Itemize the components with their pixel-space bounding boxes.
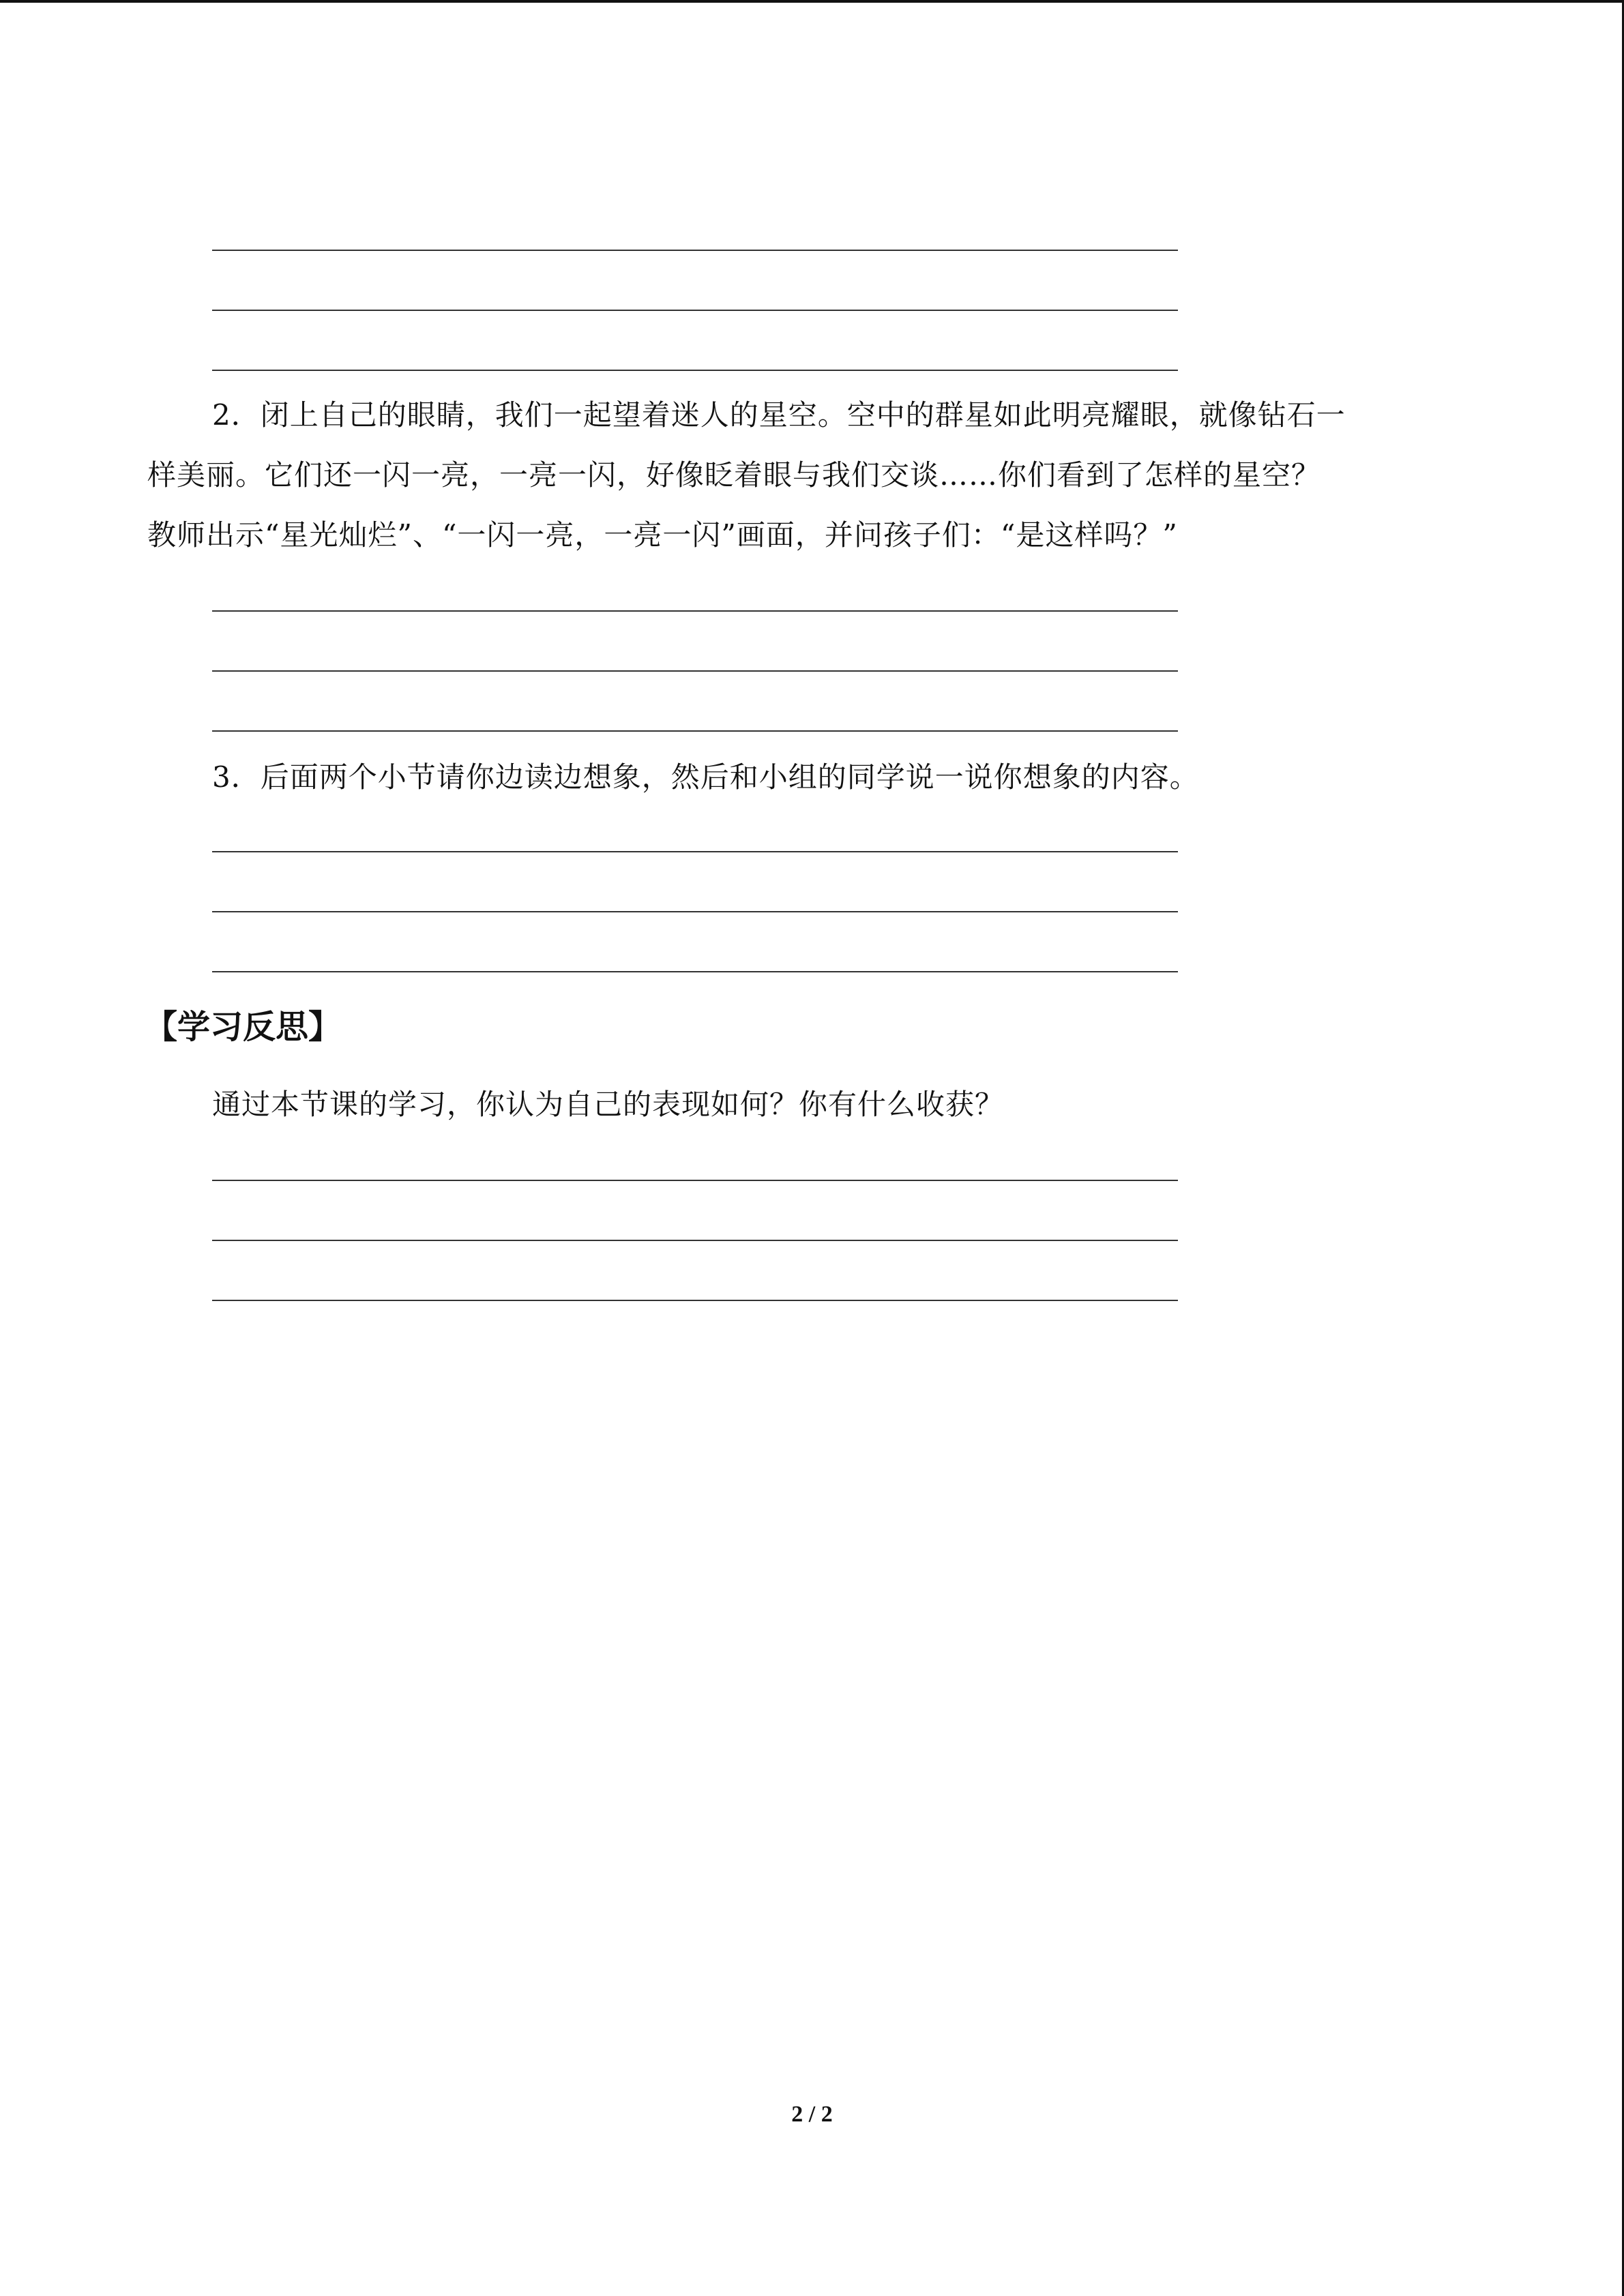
page-top-border <box>0 0 1624 3</box>
answer-line[interactable] <box>212 310 1178 311</box>
answer-line[interactable] <box>212 851 1178 852</box>
answer-line[interactable] <box>212 971 1178 972</box>
question-2-line-3: 教师出示“星光灿烂”、“一闪一亮，一亮一闪”画面，并问孩子们：“是这样吗？” <box>147 518 1178 552</box>
answer-line[interactable] <box>212 370 1178 371</box>
question-3-line-1: 3．后面两个小节请你边读边想象，然后和小组的同学说一说你想象的内容。 <box>212 760 1199 794</box>
question-2-line-1: 2．闭上自己的眼睛，我们一起望着迷人的星空。空中的群星如此明亮耀眼，就像钻石一 <box>212 398 1346 432</box>
page-number: 2 / 2 <box>791 2102 833 2127</box>
answer-line[interactable] <box>212 610 1178 612</box>
reflection-heading: 【学习反思】 <box>145 1008 342 1046</box>
answer-line[interactable] <box>212 730 1178 732</box>
answer-line[interactable] <box>212 1300 1178 1301</box>
question-2-line-2: 样美丽。它们还一闪一亮，一亮一闪，好像眨着眼与我们交谈……你们看到了怎样的星空？ <box>147 458 1321 492</box>
answer-line[interactable] <box>212 1180 1178 1181</box>
answer-line[interactable] <box>212 1240 1178 1241</box>
reflection-prompt: 通过本节课的学习，你认为自己的表现如何？你有什么收获？ <box>212 1088 1005 1121</box>
answer-line[interactable] <box>212 670 1178 672</box>
answer-line[interactable] <box>212 250 1178 251</box>
answer-line[interactable] <box>212 911 1178 912</box>
